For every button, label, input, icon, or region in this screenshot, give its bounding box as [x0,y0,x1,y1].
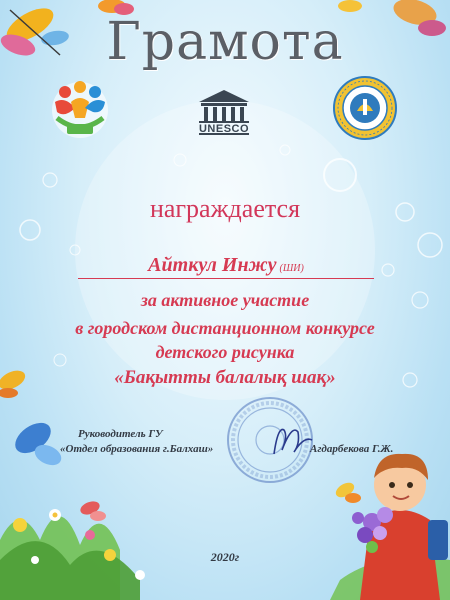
certificate-year: 2020г [210,550,240,564]
contest-type-line: детского рисунка [155,342,295,362]
recipient-line [78,254,374,279]
signer-name: Агдарбекова Г.Ж. [310,443,394,455]
certificate-title: Грамота [106,12,344,72]
signer-position-line1: Руководитель ГУ [78,428,163,440]
awarded-heading: награждается [149,194,301,223]
unesco-logo-text: UNESCO [198,123,250,135]
recipient-grade: (ШИ) [279,263,304,274]
signature-icon [268,420,316,460]
children-figures-logo-icon [45,78,115,142]
child-with-flowers-illustration [352,454,448,600]
recipient-name: Айткул Инжу [148,254,277,276]
contest-line: в городском дистанционном конкурсе [75,318,375,338]
contest-name: «Бақытты балалық шақ» [114,367,336,388]
award-reason-line: за активное участие [140,290,310,310]
education-emblem-icon [332,75,398,141]
signer-position-line2: «Отдел образования г.Балхаш» [60,443,214,455]
